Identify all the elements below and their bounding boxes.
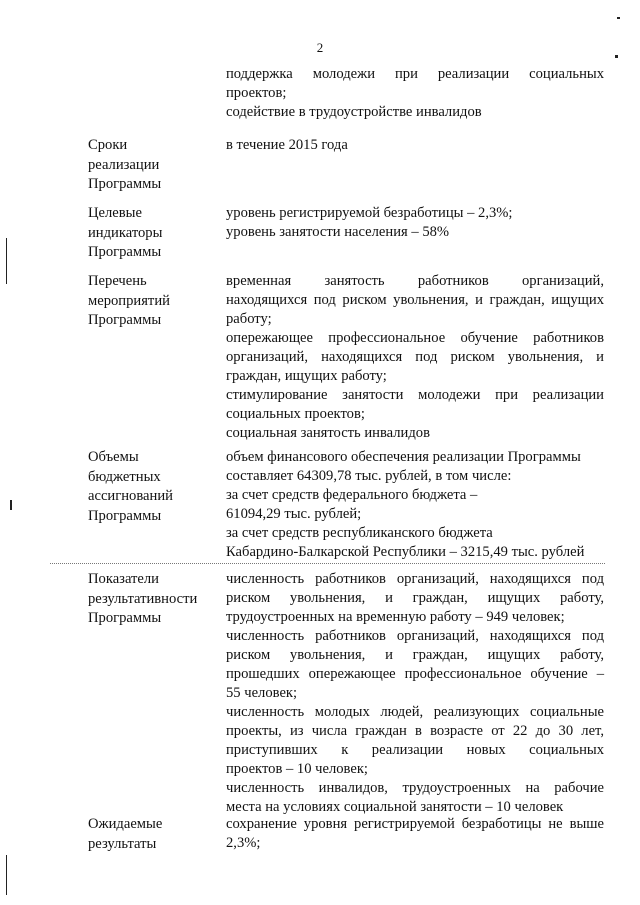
content-line: стимулирование занятости молодежи при реализации — [226, 387, 604, 403]
section-label — [88, 272, 218, 331]
content-line: за счет средств республиканского бюджета — [226, 525, 493, 541]
section-label — [88, 570, 218, 629]
label-line: бюджетных — [88, 468, 161, 485]
section-label — [88, 448, 218, 526]
content-line: приступивших к реализации новых социальных — [226, 742, 604, 758]
section-content — [226, 448, 604, 562]
label-line: Программы — [88, 176, 162, 192]
section-content — [226, 570, 604, 817]
content-line: 2,3%; — [226, 835, 261, 851]
content-line: риском увольнения, и граждан, ищущих работу, — [226, 647, 604, 663]
content-line: риском увольнения, и граждан, ищущих работу, — [226, 590, 604, 606]
label-line: Программы — [88, 244, 162, 260]
content-line: находящихся под риском увольнения, и граждан, ищущих — [226, 292, 604, 308]
content-line: Кабардино-Балкарской Республики – 3215,49 тыс. рублей — [226, 544, 585, 560]
content-line: уровень занятости населения – 58% — [226, 224, 450, 240]
content-line: 61094,29 тыс. рублей; — [226, 506, 362, 522]
label-line: Программы — [88, 312, 162, 328]
section-label — [88, 136, 218, 195]
label-line: Целевые — [88, 205, 142, 221]
content-line: социальная занятость инвалидов — [226, 425, 430, 441]
content-line: социальных проектов; — [226, 406, 365, 422]
scan-mark — [615, 55, 618, 58]
scan-mark — [6, 855, 7, 895]
label-line: Перечень — [88, 273, 147, 289]
content-line: организаций, находящихся под риском увольнения, и — [226, 349, 604, 365]
content-line: поддержка молодежи при реализации социальных — [226, 66, 604, 82]
section-content — [226, 136, 604, 155]
scan-artifact-divider — [50, 563, 605, 564]
content-line: объем финансового обеспечения реализации Программы — [226, 449, 581, 465]
content-line: прошедших опережающее профессиональное обучение – — [226, 666, 604, 682]
section-label — [88, 204, 218, 263]
label-line: индикаторы — [88, 224, 163, 241]
section-content — [226, 272, 604, 443]
label-line: результаты — [88, 835, 157, 852]
content-line: численность работников организаций, находящихся под — [226, 571, 604, 587]
content-line: сохранение уровня регистрируемой безработицы не выше — [226, 816, 604, 832]
label-line: Объемы — [88, 449, 139, 465]
scan-mark — [617, 17, 620, 19]
label-line: мероприятий — [88, 292, 170, 309]
content-line: составляет 64309,78 тыс. рублей, в том числе: — [226, 468, 512, 484]
content-line: временная занятость работников организаций, — [226, 273, 604, 289]
label-line: Сроки — [88, 137, 128, 153]
content-line: численность инвалидов, трудоустроенных на рабочие — [226, 780, 604, 796]
section-content — [226, 204, 604, 242]
content-line: работу; — [226, 311, 272, 327]
content-line: проекты, из числа граждан в возрасте от 22 до 30 лет, — [226, 723, 604, 739]
content-line: уровень регистрируемой безработицы – 2,3%; — [226, 205, 513, 221]
content-line: опережающее профессиональное обучение работников — [226, 330, 604, 346]
label-line: Показатели — [88, 571, 159, 587]
content-line: проектов; — [226, 85, 287, 101]
label-line: Программы — [88, 507, 162, 524]
content-line: 55 человек; — [226, 685, 298, 701]
section-content — [226, 815, 604, 853]
page-number: 2 — [316, 40, 324, 55]
content-line: места на условиях социальной занятости – 10 человек — [226, 799, 564, 815]
label-line: реализации — [88, 156, 160, 173]
content-line: граждан, ищущих работу; — [226, 368, 387, 384]
content-line: трудоустроенных на временную работу – 949 человек; — [226, 609, 565, 625]
label-line: Программы — [88, 610, 162, 626]
content-line: за счет средств федерального бюджета – — [226, 487, 478, 503]
content-line: содействие в трудоустройстве инвалидов — [226, 104, 482, 120]
scan-mark — [6, 238, 7, 284]
scan-mark — [10, 500, 12, 510]
content-line: численность молодых людей, реализующих социальные — [226, 704, 604, 720]
label-line: результативности — [88, 590, 198, 607]
continuation-block — [226, 65, 604, 122]
label-line: Ожидаемые — [88, 816, 163, 832]
section-label — [88, 815, 218, 854]
content-line: в течение 2015 года — [226, 137, 348, 153]
label-line: ассигнований — [88, 488, 173, 504]
content-line: проектов – 10 человек; — [226, 761, 368, 777]
content-line: численность работников организаций, находящихся под — [226, 628, 604, 644]
